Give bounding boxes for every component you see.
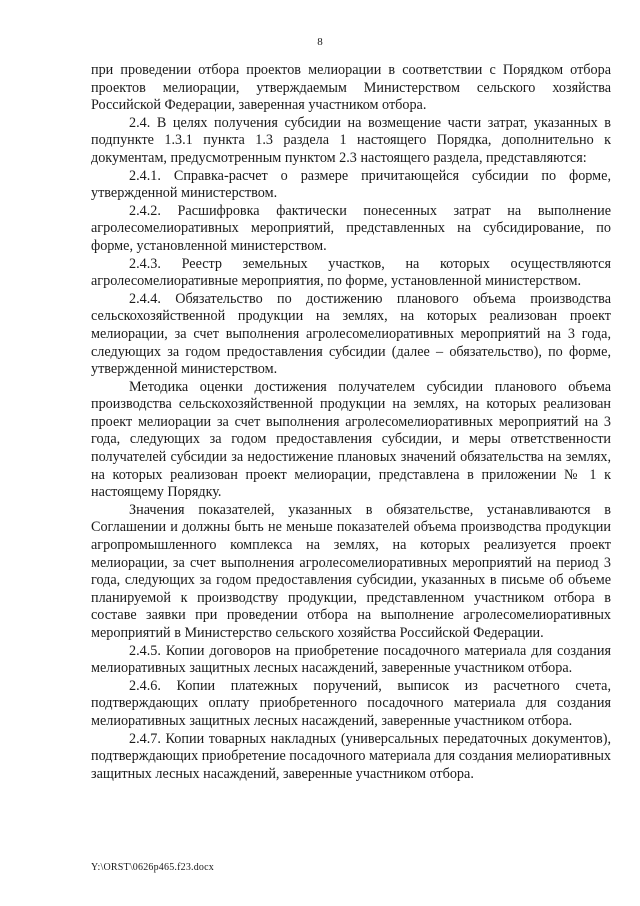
paragraph-2-4-5: 2.4.5. Копии договоров на приобретение посадочного материала для создания мелиоративных защитных лесных насаждений, заверенные участником отбора. xyxy=(91,642,611,677)
paragraph-indicator-values: Значения показателей, указанных в обязательстве, устанавливаются в Соглашении и должны быть не меньше показателей объема производства продукции агропромышленного комплекса на землях, на которых реализуется проект мелиорации, за счет выполнения агролесомелиоративных мероприятий на период 3 года, следующих за годом предоставления субсидии, указанных в письме об объеме планируемой к производству продукции, представленном участником отбора в составе заявки при проведении отбора на выполнение агролесомелиоративных мероприятий в Министерство сельского хозяйства Российской Федерации. xyxy=(91,501,611,641)
page-number: 8 xyxy=(317,36,323,48)
paragraph-continuation: при проведении отбора проектов мелиорации в соответствии с Порядком отбора проектов мелиорации, утверждаемым Министерством сельского хозяйства Российской Федерации, заверенная участником отбора. xyxy=(91,62,611,114)
paragraph-2-4: 2.4. В целях получения субсидии на возмещение части затрат, указанных в подпункте 1.3.1 пункта 1.3 раздела 1 настоящего Порядка, дополнительно к документам, предусмотренным пунктом 2.3 настоящего раздела, представляются: xyxy=(91,114,611,166)
footer-file-path: Y:\ORST\0626p465.f23.docx xyxy=(91,862,214,873)
paragraph-2-4-3: 2.4.3. Реестр земельных участков, на которых осуществляются агролесомелиоративные мероприятия, по форме, установленной министерством. xyxy=(91,255,611,290)
paragraph-2-4-2: 2.4.2. Расшифровка фактически понесенных затрат на выполнение агролесомелиоративных мероприятий, представленных на субсидирование, по форме, установленной министерством. xyxy=(91,202,611,254)
document-body xyxy=(91,62,611,783)
paragraph-2-4-1: 2.4.1. Справка-расчет о размере причитающейся субсидии по форме, утвержденной министерством. xyxy=(91,167,611,202)
paragraph-methodology: Методика оценки достижения получателем субсидии планового объема производства сельскохозяйственной продукции на землях, на которых реализован проект мелиорации за счет выполнения агролесомелиоративных мероприятий на 3 года, следующих за годом предоставления субсидии, и меры ответственности получателей субсидии за недостижение плановых значений обязательства на землях, на которых реализован проект мелиорации, представлена в приложении № 1 к настоящему Порядку. xyxy=(91,378,611,501)
paragraph-2-4-7: 2.4.7. Копии товарных накладных (универсальных передаточных документов), подтверждающих приобретение посадочного материала для создания мелиоративных защитных лесных насаждений, заверенные участником отбора. xyxy=(91,730,611,782)
paragraph-2-4-4: 2.4.4. Обязательство по достижению планового объема производства сельскохозяйственной продукции на землях, на которых реализован проект мелиорации, за счет выполнения агролесомелиоративных мероприятий на 3 года, следующих за годом предоставления субсидии (далее – обязательство), по форме, утвержденной министерством. xyxy=(91,290,611,378)
paragraph-2-4-6: 2.4.6. Копии платежных поручений, выписок из расчетного счета, подтверждающих оплату приобретенного посадочного материала для создания мелиоративных защитных лесных насаждений, заверенные участником отбора. xyxy=(91,677,611,729)
